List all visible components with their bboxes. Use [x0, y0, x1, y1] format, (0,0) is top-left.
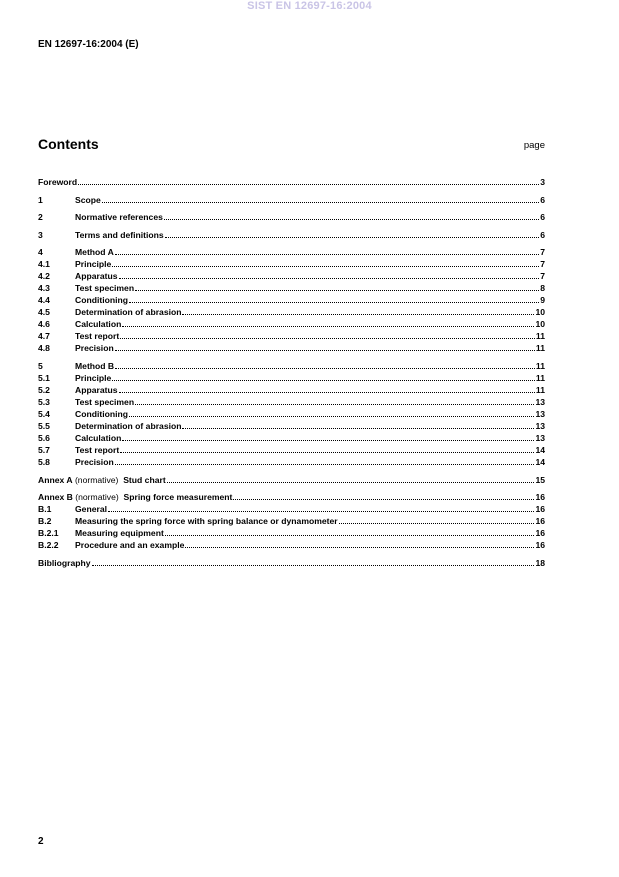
toc-entry-page: 11: [535, 331, 545, 342]
annex-label: Annex B: [38, 492, 73, 503]
toc-entry-page: 16: [535, 540, 545, 551]
toc-entry-number: 4.3: [38, 283, 50, 294]
toc-entry-number: 4.4: [38, 295, 50, 306]
toc-entry-title: Conditioning: [75, 295, 128, 306]
dot-leader: [339, 522, 535, 524]
toc-entry-page: 11: [535, 343, 545, 354]
toc-entry-number: B.2.2: [38, 540, 59, 551]
toc-entry-page: 6: [540, 229, 545, 240]
toc-entry-title: Principle: [75, 259, 112, 270]
toc-entry-5-1-principle[interactable]: [38, 372, 545, 384]
toc-entry-title: Foreword: [38, 177, 78, 187]
dot-leader: [78, 183, 539, 185]
dot-leader: [233, 498, 534, 500]
toc-entry-method-b[interactable]: [38, 360, 545, 372]
toc-entry-terms-and-definitions[interactable]: [38, 229, 545, 241]
toc-entry-title: Measuring the spring force with spring balance or dynamometer: [75, 516, 338, 527]
toc-entry-annex-b[interactable]: [38, 491, 545, 503]
toc-entry-b-1-general[interactable]: [38, 503, 545, 515]
toc-entry-page: 13: [535, 408, 545, 419]
dot-leader: [135, 403, 534, 405]
dot-leader: [129, 415, 534, 417]
watermark-text: SIST EN 12697-16:2004: [247, 0, 372, 12]
toc-entry-b-2-2-procedure[interactable]: [38, 539, 545, 551]
annex-type: (normative): [75, 492, 119, 503]
dot-leader: [112, 265, 539, 267]
toc-entry-title: Conditioning: [75, 408, 128, 419]
toc-entry-5-5-determination-of-abrasion[interactable]: [38, 420, 545, 432]
toc-entry-number: B.2.1: [38, 528, 59, 539]
toc-entry-title: Measuring equipment: [75, 528, 164, 539]
toc-entry-4-8-precision[interactable]: [38, 342, 545, 354]
toc-entry-title: Determination of abrasion: [75, 307, 182, 318]
annex-label: Annex A: [38, 474, 73, 485]
dot-leader: [122, 325, 534, 327]
toc-entry-page: 6: [540, 212, 545, 223]
toc-entry-5-8-precision[interactable]: [38, 456, 545, 468]
page-number: 2: [38, 836, 44, 847]
toc-entry-title: Scope: [75, 194, 101, 205]
page-title: Contents: [38, 136, 99, 152]
dot-leader: [165, 534, 535, 536]
toc-entry-number: 3: [38, 229, 43, 240]
toc-entry-number: 5.5: [38, 420, 50, 431]
toc-entry-title: Principle: [75, 372, 112, 383]
toc-entry-title: Test specimen: [75, 283, 135, 294]
dot-leader: [108, 510, 534, 512]
toc-entry-page: 3: [540, 177, 545, 187]
toc-entry-4-2-apparatus[interactable]: [38, 270, 545, 282]
toc-entry-5-3-test-specimen[interactable]: [38, 396, 545, 408]
toc-entry-b-2-measuring-spring-force[interactable]: [38, 515, 545, 527]
toc-entry-page: 6: [540, 194, 545, 205]
toc-entry-title: General: [75, 504, 108, 515]
annex-title: Stud chart: [123, 474, 166, 485]
dot-leader: [115, 253, 539, 255]
toc-entry-page: 13: [535, 396, 545, 407]
dot-leader: [115, 463, 535, 465]
toc-entry-page: 13: [535, 420, 545, 431]
toc-entry-page: 16: [535, 504, 545, 515]
toc-entry-page: 16: [535, 528, 545, 539]
toc-entry-page: 13: [535, 432, 545, 443]
dot-leader: [120, 337, 535, 339]
toc-entry-4-1-principle[interactable]: [38, 258, 545, 270]
toc-entry-number: 1: [38, 194, 43, 205]
toc-entry-number: B.1: [38, 504, 52, 515]
toc-entry-page: 16: [535, 492, 545, 503]
page-column-label: page: [523, 140, 545, 151]
toc-entry-number: 4.6: [38, 319, 50, 330]
toc-entry-annex-a[interactable]: [38, 474, 545, 486]
toc-entry-page: 7: [540, 259, 545, 270]
toc-entry-title: Test specimen: [75, 396, 135, 407]
toc-entry-page: 10: [535, 307, 545, 318]
dot-leader: [115, 367, 535, 369]
toc-entry-title: Procedure and an example: [75, 540, 185, 551]
toc-entry-title: Calculation: [75, 432, 122, 443]
toc-entry-number: B.2: [38, 516, 52, 527]
annex-type: (normative): [74, 474, 119, 485]
toc-entry-number: 4: [38, 247, 43, 258]
toc-entry-number: 5: [38, 360, 43, 371]
toc-entry-title: Bibliography: [38, 557, 91, 568]
toc-entry-number: 4.8: [38, 343, 50, 354]
toc-entry-title: Apparatus: [75, 271, 118, 282]
toc-entry-normative-references[interactable]: [38, 211, 545, 223]
toc-entry-annex-heading: [38, 474, 166, 486]
toc-entry-number: 4.1: [38, 259, 50, 270]
toc-entry-annex-heading: [38, 491, 232, 503]
toc-entry-number: 5.8: [38, 456, 50, 467]
dot-leader: [102, 201, 539, 203]
toc-entry-page: 11: [535, 372, 545, 383]
dot-leader: [120, 451, 534, 453]
dot-leader: [129, 301, 539, 303]
toc-entry-title: Normative references: [75, 212, 163, 223]
dot-leader: [112, 379, 535, 381]
toc-entry-number: 5.3: [38, 396, 50, 407]
toc-entry-title: Precision: [75, 456, 114, 467]
toc-entry-page: 15: [535, 474, 545, 485]
toc-entry-title: Determination of abrasion: [75, 420, 182, 431]
toc-entry-title: Apparatus: [75, 384, 118, 395]
toc-entry-title: Precision: [75, 343, 114, 354]
toc-entry-number: 4.2: [38, 271, 50, 282]
toc-entry-page: 14: [535, 456, 545, 467]
toc-entry-page: 11: [535, 384, 545, 395]
dot-leader: [92, 564, 535, 566]
toc-entry-number: 5.7: [38, 444, 50, 455]
dot-leader: [185, 546, 534, 548]
toc-entry-method-a[interactable]: [38, 246, 545, 258]
dot-leader: [119, 391, 535, 393]
toc-entry-number: 5.6: [38, 432, 50, 443]
toc-entry-page: 10: [535, 319, 545, 330]
dot-leader: [165, 236, 540, 238]
toc-entry-number: 5.1: [38, 372, 50, 383]
toc-entry-number: 5.4: [38, 408, 50, 419]
toc-entry-b-2-1-measuring-equipment[interactable]: [38, 527, 545, 539]
dot-leader: [164, 218, 539, 220]
dot-leader: [122, 439, 534, 441]
toc-entry-5-2-apparatus[interactable]: [38, 384, 545, 396]
toc-entry-number: 4.5: [38, 307, 50, 318]
toc-entry-page: 7: [540, 247, 545, 258]
dot-leader: [115, 349, 535, 351]
dot-leader: [135, 289, 539, 291]
toc-entry-page: 14: [535, 444, 545, 455]
dot-leader: [182, 427, 534, 429]
toc-entry-page: 11: [535, 360, 545, 371]
toc-entry-title: Test report: [75, 331, 120, 342]
toc-entry-title: Test report: [75, 444, 120, 455]
toc-entry-5-4-conditioning[interactable]: [38, 408, 545, 420]
toc-entry-page: 7: [540, 271, 545, 282]
toc-entry-4-4-conditioning[interactable]: [38, 294, 545, 306]
toc-entry-4-6-calculation[interactable]: [38, 318, 545, 330]
dot-leader: [182, 313, 534, 315]
toc-entry-number: 5.2: [38, 384, 50, 395]
dot-leader: [119, 277, 540, 279]
toc-entry-title: Method A: [75, 247, 114, 258]
toc-entry-page: 18: [535, 557, 545, 568]
table-of-contents: [38, 176, 545, 569]
toc-entry-page: 9: [540, 295, 545, 306]
annex-title: Spring force measurement: [123, 492, 233, 503]
toc-entry-foreword[interactable]: [38, 176, 545, 188]
toc-entry-title: Terms and definitions: [75, 229, 164, 240]
toc-entry-page: 16: [535, 516, 545, 527]
toc-entry-number: 4.7: [38, 331, 50, 342]
toc-entry-scope[interactable]: [38, 194, 545, 206]
toc-entry-title: Method B: [75, 360, 115, 371]
toc-entry-page: 8: [540, 283, 545, 294]
toc-entry-5-6-calculation[interactable]: [38, 432, 545, 444]
toc-entry-number: 2: [38, 212, 43, 223]
toc-entry-5-7-test-report[interactable]: [38, 444, 545, 456]
dot-leader: [167, 481, 535, 483]
document-id: EN 12697-16:2004 (E): [38, 39, 139, 50]
toc-entry-bibliography[interactable]: [38, 557, 545, 569]
toc-entry-4-3-test-specimen[interactable]: [38, 282, 545, 294]
toc-entry-title: Calculation: [75, 319, 122, 330]
toc-entry-4-5-determination-of-abrasion[interactable]: [38, 306, 545, 318]
toc-entry-4-7-test-report[interactable]: [38, 330, 545, 342]
